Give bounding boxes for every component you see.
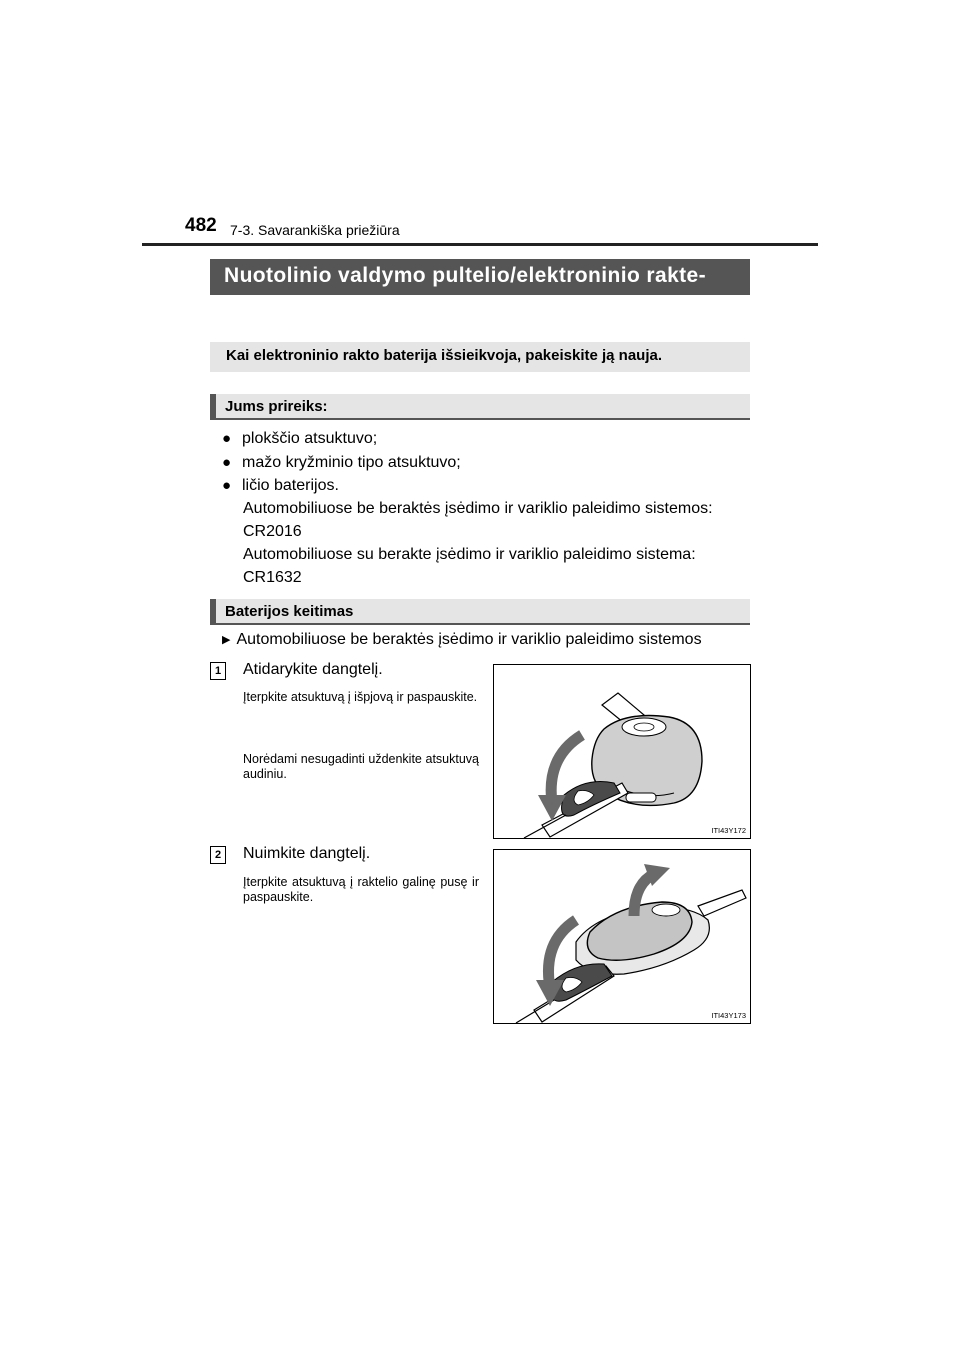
intro-box [210, 342, 750, 372]
intro-text: Kai elektroninio rakto baterija išsieikvoja, pakeiskite ją nauja. [226, 347, 663, 364]
needs-item-text: ličio baterijos. [242, 477, 339, 494]
replacement-heading-text: Baterijos keitimas [225, 603, 354, 620]
bullet-icon: ● [222, 430, 232, 447]
needs-item-text: plokščio atsuktuvo; [242, 430, 378, 447]
vehicle-variant-text: Automobiliuose be beraktės įsėdimo ir variklio paleidimo sistemos [236, 631, 702, 648]
step-title: Atidarykite dangtelį. [243, 661, 383, 678]
needs-item [222, 428, 377, 450]
key-open-cover-drawing [494, 665, 750, 838]
needs-item [222, 452, 461, 474]
header-divider [142, 243, 818, 246]
needs-heading-text: Jums prireiks: [225, 398, 328, 415]
step-note: Įterpkite atsuktuvą į raktelio galinę pusę ir paspauskite. [243, 875, 479, 904]
vehicle-variant [222, 631, 702, 649]
triangle-bullet-icon: ▶ [222, 634, 231, 646]
page-number: 482 [185, 215, 217, 236]
step-note: Norėdami nesugadinti uždenkite atsuktuvą audiniu. [243, 752, 479, 781]
step-note: Įterpkite atsuktuvą į išpjovą ir paspauskite. [243, 690, 478, 704]
image-code: ITI43Y172 [711, 826, 746, 835]
illustration-remove-cover [493, 849, 751, 1024]
section-label: 7-3. Savarankiška priežiūra [230, 222, 400, 238]
step-number: 2 [210, 846, 226, 864]
page-title [210, 259, 750, 295]
step-title: Nuimkite dangtelį. [243, 845, 371, 862]
page-title-text: Nuotolinio valdymo pultelio/elektroninio rakte- [224, 264, 707, 287]
illustration-open-cover [493, 664, 751, 839]
replacement-heading [210, 599, 750, 625]
bullet-icon: ● [222, 454, 232, 471]
battery-detail: Automobiliuose be beraktės įsėdimo ir variklio paleidimo sistemos: [243, 500, 713, 517]
needs-item-text: mažo kryžminio tipo atsuktuvo; [242, 454, 461, 471]
needs-heading [210, 394, 750, 420]
key-remove-cover-drawing [494, 850, 750, 1023]
bullet-icon: ● [222, 477, 232, 494]
battery-detail: CR2016 [243, 523, 302, 540]
battery-detail: CR1632 [243, 569, 302, 586]
step-number: 1 [210, 662, 226, 680]
battery-detail: Automobiliuose su berakte įsėdimo ir variklio paleidimo sistema: [243, 546, 696, 563]
needs-item [222, 475, 339, 497]
image-code: ITI43Y173 [711, 1011, 746, 1020]
